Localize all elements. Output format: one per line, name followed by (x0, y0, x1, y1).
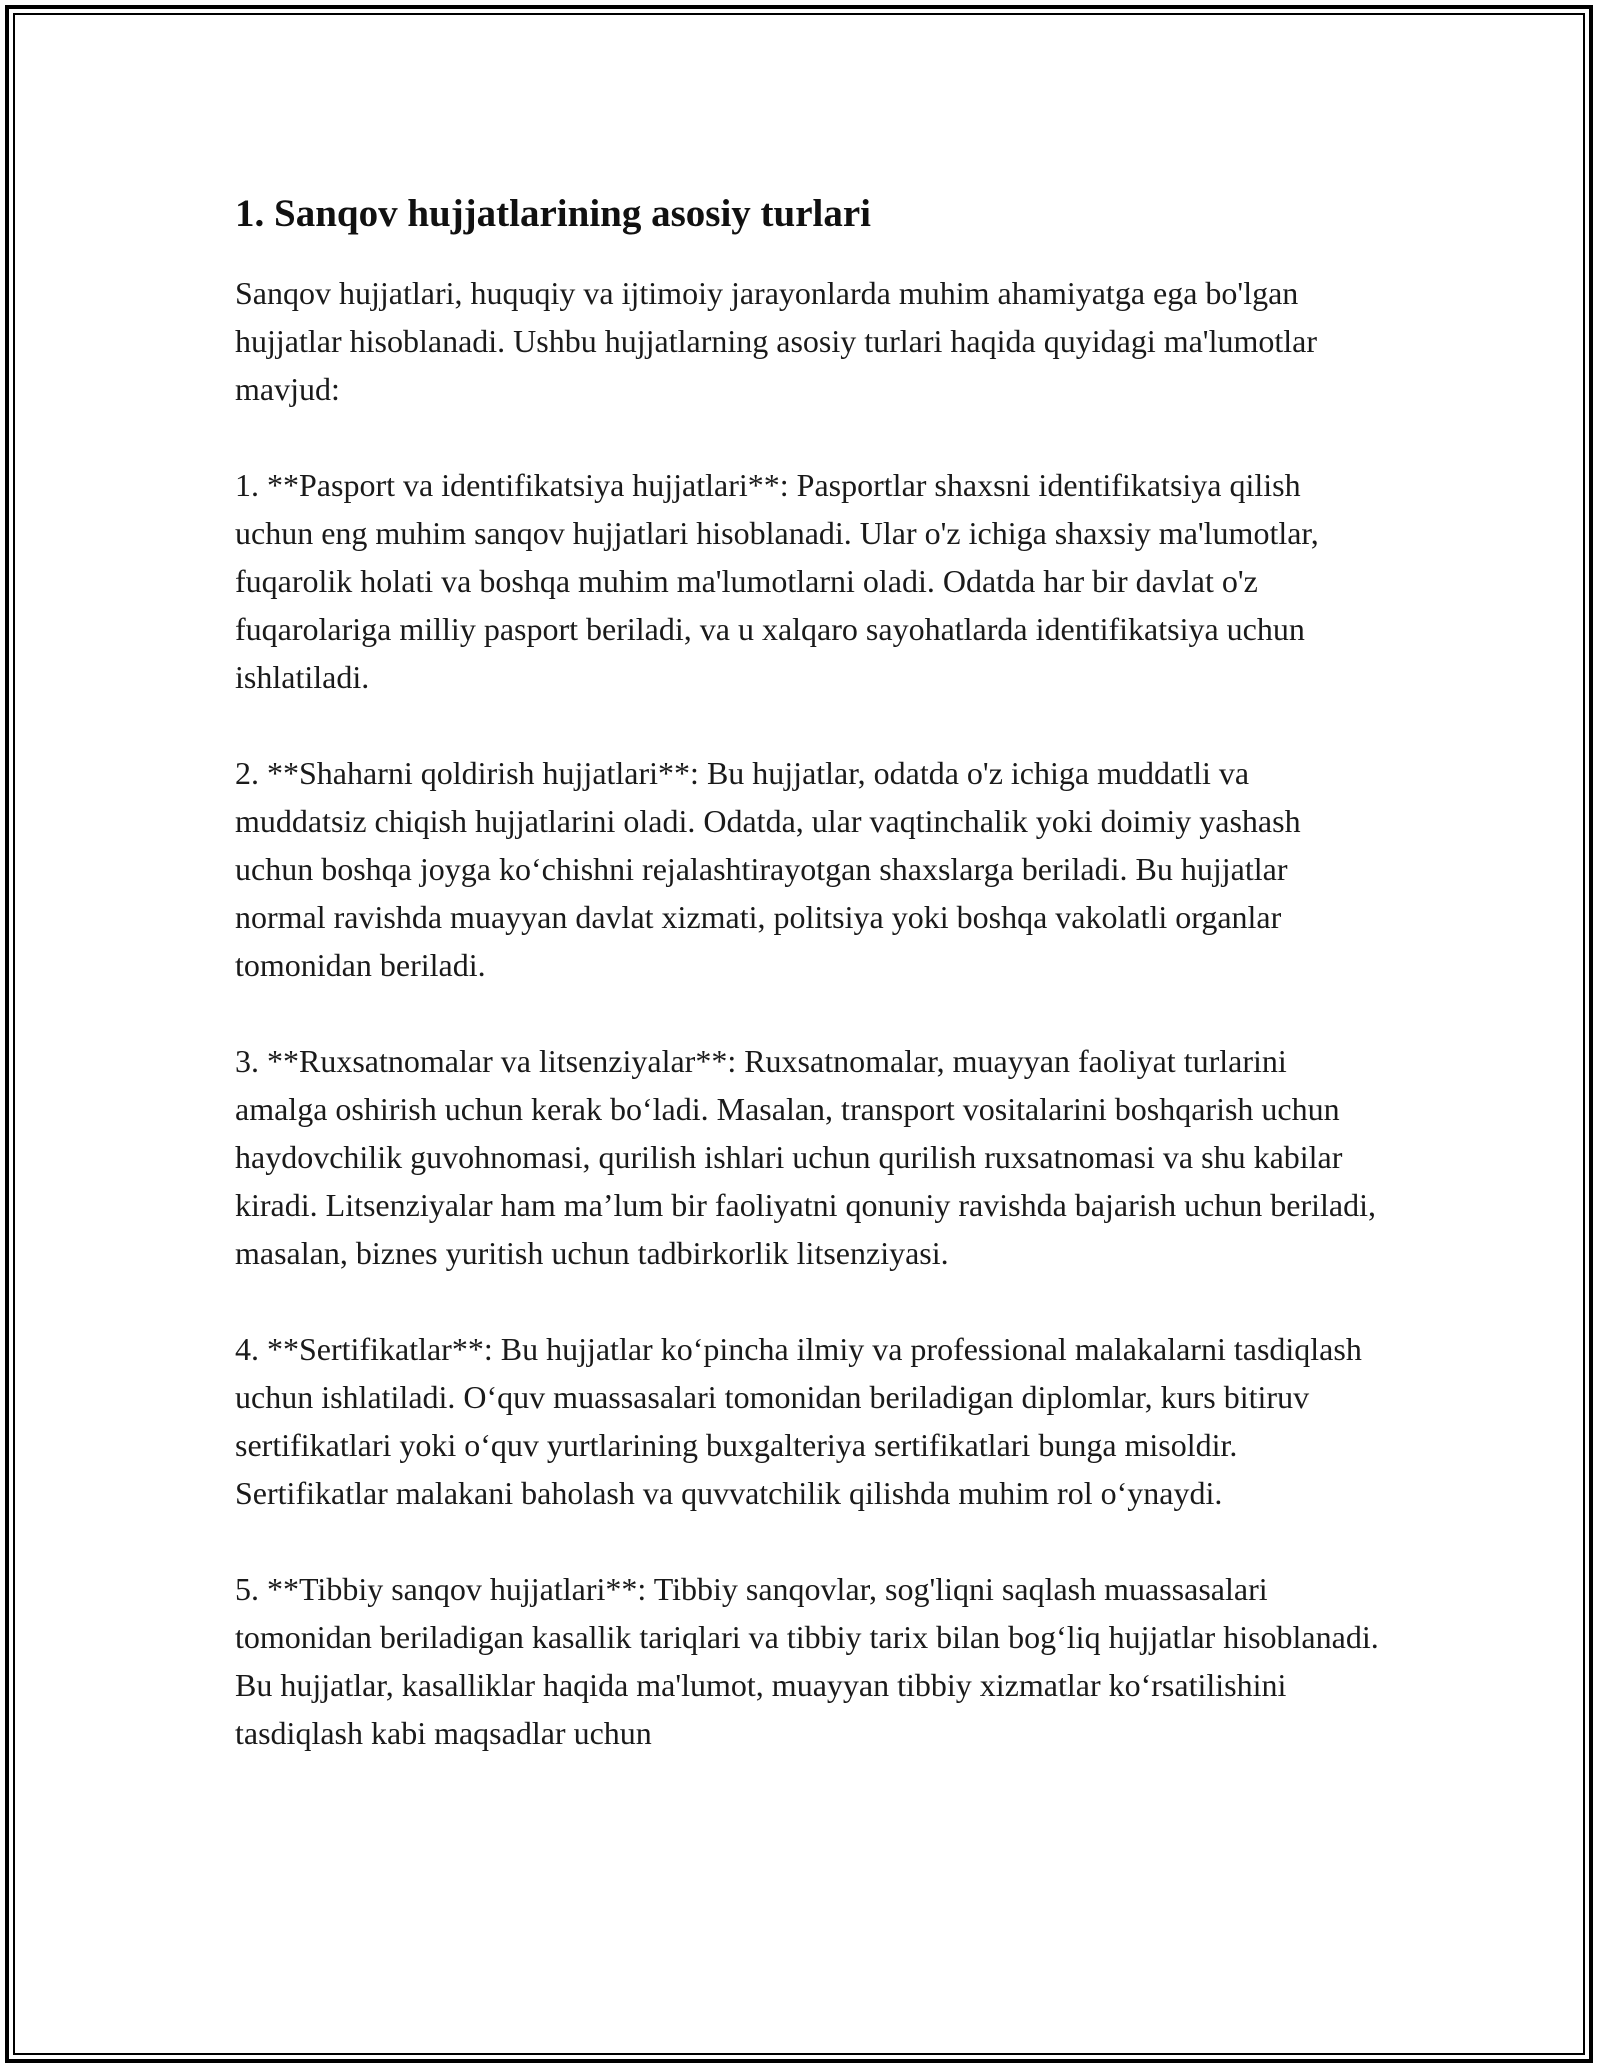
paragraph-passports: 1. **Pasport va identifikatsiya hujjatlari**: Pasportlar shaxsni identifikatsiya qilish uchun eng muhim sanqov hujjatlari hisoblanadi. Ular o'z ichiga shaxsiy ma'lumotlar, fuqarolik holati va boshqa muhim ma'lumotlarni oladi. Odatda har bir davlat o'z fuqarolariga milliy pasport beriladi, va u xalqaro sayohatlarda identifikatsiya uchun ishlatiladi. (235, 467, 1319, 695)
paragraph-certificates: 4. **Sertifikatlar**: Bu hujjatlar ko‘pincha ilmiy va professional malakalarni tasdiqlash uchun ishlatiladi. O‘quv muassasalari tomonidan beriladigan diplomlar, kurs bitiruv sertifikatlari yoki o‘quv yurtlarining buxgalteriya sertifikatlari bunga misoldir. Sertifikatlar malakani baholash va quvvatchilik qilishda muhim rol o‘ynaydi. (235, 1331, 1362, 1511)
paragraph-relocation-documents: 2. **Shaharni qoldirish hujjatlari**: Bu hujjatlar, odatda o'z ichiga muddatli va muddatsiz chiqish hujjatlarini oladi. Odatda, ular vaqtinchalik yoki doimiy yashash uchun boshqa joyga ko‘chishni rejalashtirayotgan shaxslarga beriladi. Bu hujjatlar normal ravishda muayyan davlat xizmati, politsiya yoki boshqa vakolatli organlar tomonidan beriladi. (235, 755, 1301, 983)
paragraph-medical-documents: 5. **Tibbiy sanqov hujjatlari**: Tibbiy sanqovlar, sog'liqni saqlash muassasalari tomonidan beriladigan kasallik tariqlari va tibbiy tarix bilan bog‘liq hujjatlar hisoblanadi. Bu hujjatlar, kasalliklar haqida ma'lumot, muayyan tibbiy xizmatlar ko‘rsatilishini tasdiqlash kabi maqsadlar uchun (235, 1571, 1379, 1751)
section-heading: 1. Sanqov hujjatlarining asosiy turlari (235, 192, 872, 235)
document-body (235, 190, 1385, 1805)
paragraph-permits-licenses: 3. **Ruxsatnomalar va litsenziyalar**: Ruxsatnomalar, muayyan faoliyat turlarini amalga oshirish uchun kerak bo‘ladi. Masalan, transport vositalarini boshqarish uchun haydovchilik guvohnomasi, qurilish ishlari uchun qurilish ruxsatnomasi va shu kabilar kiradi. Litsenziyalar ham ma’lum bir faoliyatni qonuniy ravishda bajarish uchun beriladi, masalan, biznes yuritish uchun tadbirkorlik litsenziyasi. (235, 1043, 1376, 1271)
intro-paragraph: Sanqov hujjatlari, huquqiy va ijtimoiy jarayonlarda muhim ahamiyatga ega bo'lgan hujjatlar hisoblanadi. Ushbu hujjatlarning asosiy turlari haqida quyidagi ma'lumotlar mavjud: (235, 275, 1317, 407)
